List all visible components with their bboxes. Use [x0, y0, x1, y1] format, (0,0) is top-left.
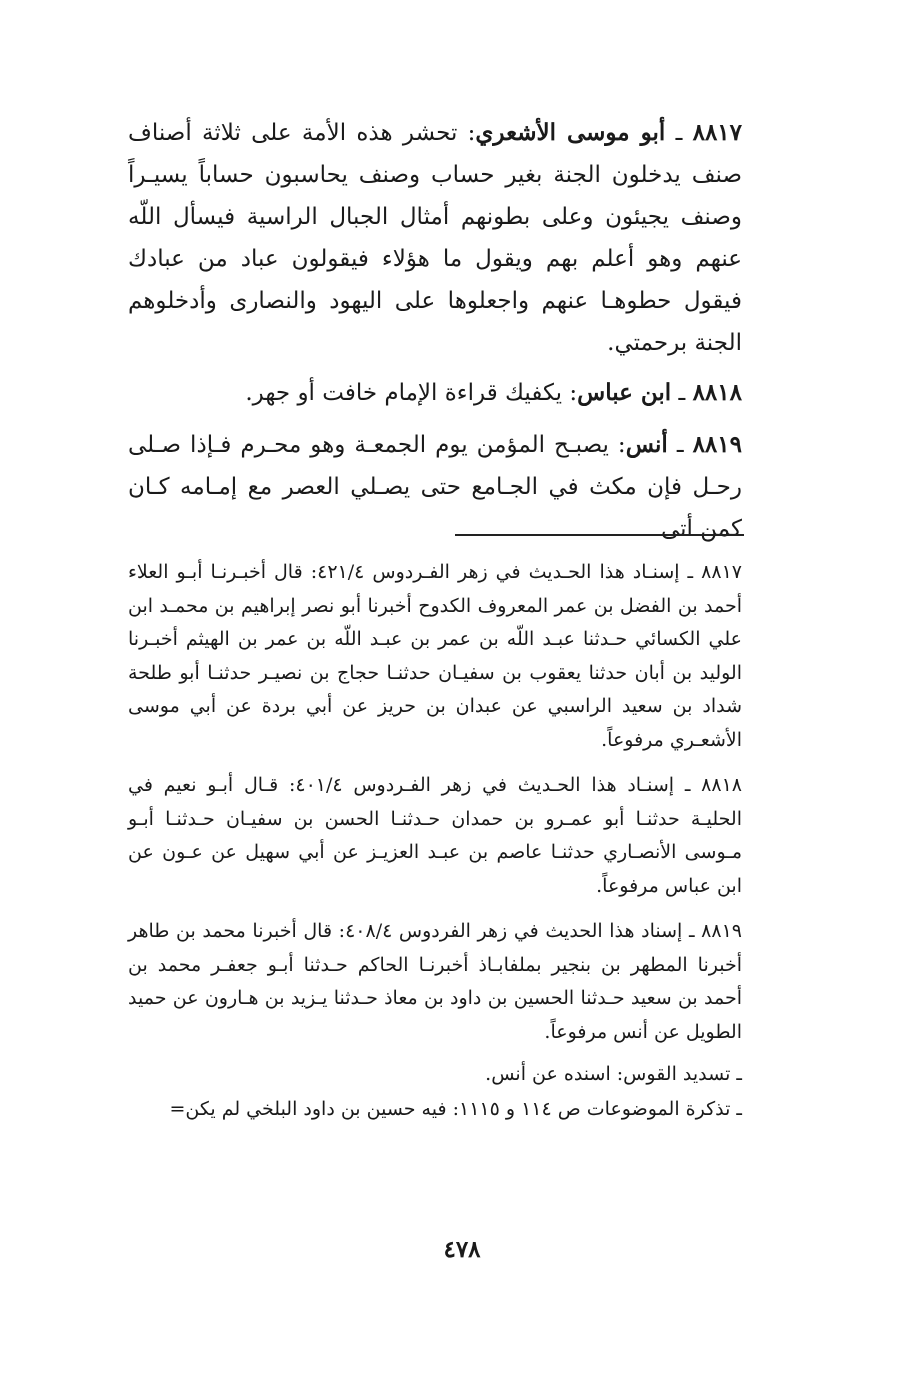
- footnote-tadhkira: ـ تذكرة الموضوعات ص ١١٤ و ١١١٥: فيه حسين بن داود البلخي لم يكن=: [169, 1098, 742, 1120]
- main-text: [128, 112, 742, 550]
- colon: :: [608, 432, 626, 458]
- footnote-divider: [455, 534, 744, 536]
- hadith-text: يكفيك قراءة الإمام خافت أو جهر.: [245, 380, 563, 406]
- footnote-8817: ٨٨١٧ ـ إسنـاد هذا الحـديث في زهر الفـردوس ٤٢١/٤: قال أخبـرنـا أبـو العلاء أحمد بن الفضل بن عمر المعروف الكدوح أخبرنا أبو نصر إبراهيم بن محمـد ابن علي الكسائي حـدثنا عبـد اللّه بن عمر بن عبـد اللّه بن عمر بن الهيثم أخبـرنا الوليد بن أبان حدثنا يعقوب بن سفيـان حدثنـا حجاج بن نصيـر حدثنـا أبو طلحة شداد بن سعيد الراسبي عن عبدان بن حريز عن أبي بردة عن أبي موسى الأشعـري مرفوعاً.: [128, 561, 742, 751]
- hadith-entry-8817: [128, 112, 742, 364]
- narrator-name: ابن عباس: [577, 379, 672, 406]
- separator: ـ: [665, 120, 693, 146]
- separator: ـ: [667, 432, 693, 458]
- footnotes: [128, 556, 742, 1127]
- hadith-number: ٨٨١٧: [692, 119, 743, 146]
- hadith-number: ٨٨١٨: [692, 379, 742, 406]
- narrator-name: أنس: [625, 431, 668, 458]
- hadith-entry-8818: [128, 372, 742, 414]
- hadith-text: يصبـح المؤمن يوم الجمعـة وهو محـرم فـإذا صـلى رحـل فإن مكث في الجـامع حتى يصـلي العصر مع إمـامه كـان كمن أتى: [128, 432, 742, 542]
- narrator-name: أبو موسى الأشعري: [475, 119, 666, 146]
- colon: :: [457, 120, 476, 146]
- hadith-entry-8819: [128, 424, 742, 550]
- footnote-tasdid: ـ تسديد القوس: اسنده عن أنس.: [485, 1063, 742, 1085]
- footnote-8819: ٨٨١٩ ـ إسناد هذا الحديث في زهر الفردوس ٤٠٨/٤: قال أخبرنا محمد بن طاهر أخبرنا المطهر بن بنجير بملفابـاذ أخبرنـا الحاكم حـدثنا أبـو جعفـر محمد بن أحمد بن سعيد حـدثنا الحسين بن داود بن معاذ حـدثنا يـزيد بن هـارون عن حميد الطويل عن أنس مرفوعاً.: [128, 920, 742, 1043]
- hadith-text: تحشر هذه الأمة على ثلاثة أصناف صنف يدخلون الجنة بغير حساب وصنف يحاسبون حساباً يسيـراً وصنف يجيئون وعلى بطونهم أمثال الجبال الراسية فيسأل اللّه عنهم وهو أعلم بهم ويقول ما هؤلاء فيقولون عباد من عبادك فيقول حطوهـا عنهم واجعلوها على اليهود والنصارى وأدخلوهم الجنة برحمتي.: [128, 120, 742, 356]
- footnote-8818: ٨٨١٨ ـ إسنـاد هذا الحـديث في زهر الفـردوس ٤٠١/٤: قـال أبـو نعيم في الحليـة حدثنـا أبو عمـرو بن حمدان حـدثنـا الحسن بن سفيـان حـدثنـا أبـو مـوسى الأنصـاري حدثنـا عاصم بن عبـد العزيـز عن أبي سهيل عن عـون عن ابن عباس مرفوعاً.: [128, 774, 742, 897]
- colon: :: [562, 380, 578, 406]
- separator: ـ: [671, 380, 693, 406]
- page-number: ٤٧٨: [443, 1236, 481, 1263]
- hadith-number: ٨٨١٩: [692, 431, 742, 458]
